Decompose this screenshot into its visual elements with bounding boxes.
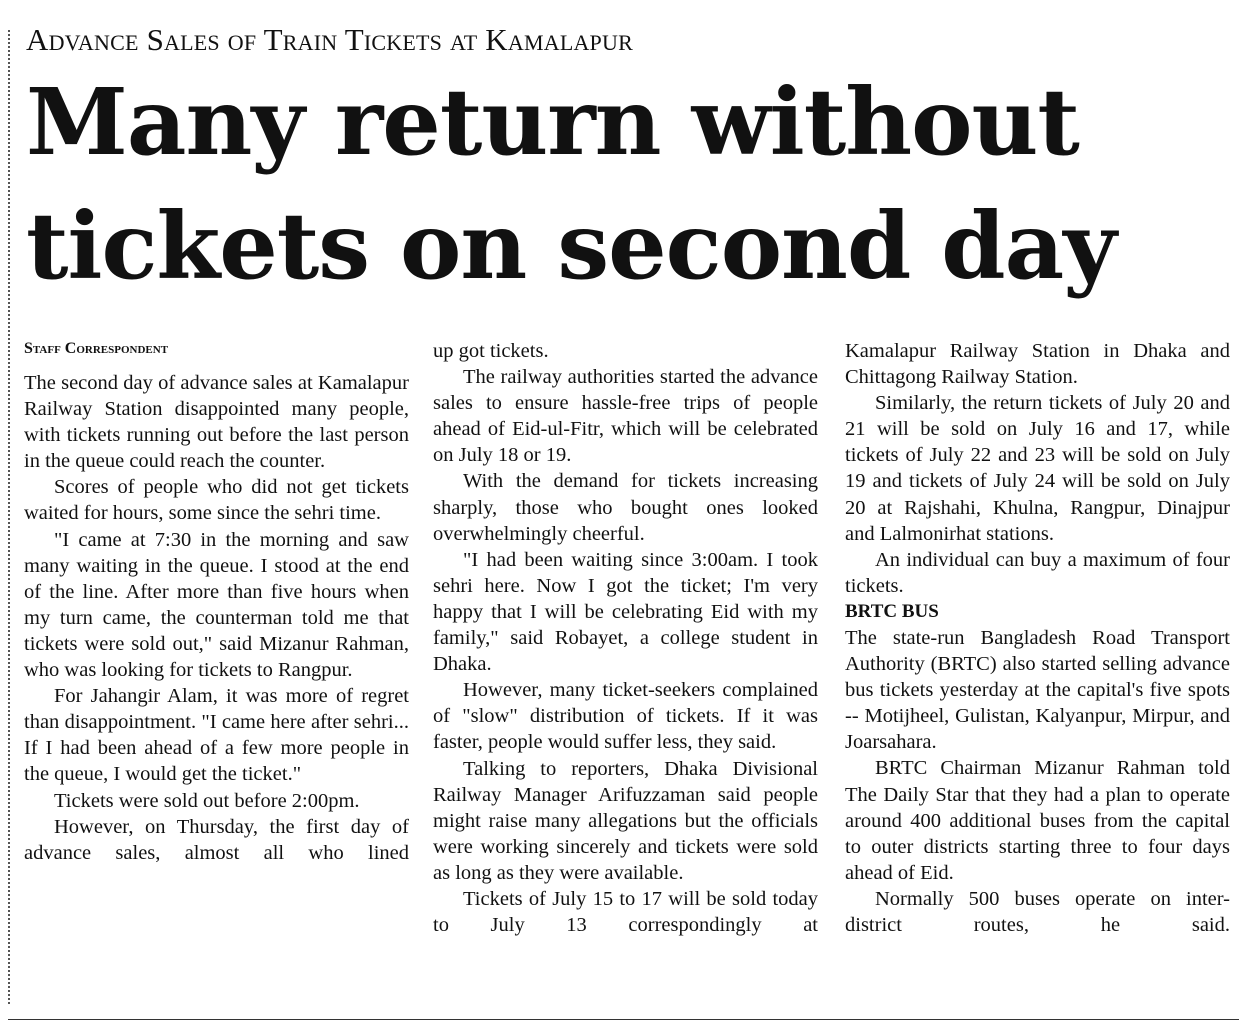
paragraph: up got tickets. — [433, 340, 549, 362]
article-headline: Many return without tickets on second day — [26, 68, 1116, 300]
bottom-rule — [8, 1019, 1239, 1020]
paragraph: Talking to reporters, Dhaka Divisional Railway Manager Arifuzzaman said people might raise many allegations but the officials were working sincerely and tickets were sold as long as they were available. — [433, 757, 818, 884]
article-column-3 — [845, 338, 1230, 938]
paragraph: The second day of advance sales at Kamalapur Railway Station disappointed many people, with tickets running out before the last person in the queue could reach the counter. — [24, 372, 409, 473]
article-kicker: Advance Sales of Train Tickets at Kamalapur — [26, 22, 633, 57]
dotted-column-rule — [8, 30, 10, 1004]
paragraph: The state-run Bangladesh Road Transport Authority (BRTC) also started selling advance bus tickets yesterday at the capital's five spots -- Motijheel, Gulistan, Kalyanpur, Mirpur, and Joarsahara. — [845, 626, 1230, 754]
paragraph: "I had been waiting since 3:00am. I took sehri here. Now I got the ticket; I'm very happy that I will be celebrating Eid with my family," said Robayet, a college student in Dhaka. — [433, 548, 818, 676]
paragraph: "I came at 7:30 in the morning and saw many waiting in the queue. I stood at the end of the line. After more than five hours when my turn came, the counterman told me that tickets were sold out," said Mizanur Rahman, who was looking for tickets to Rangpur. — [24, 528, 409, 682]
paragraph: For Jahangir Alam, it was more of regret than disappointment. "I came here after sehri... If I had been ahead of a few more people in the queue, I would get the ticket." — [24, 685, 409, 786]
article-column-1 — [24, 338, 409, 866]
paragraph: An individual can buy a maximum of four tickets. — [845, 548, 1230, 597]
paragraph: With the demand for tickets increasing sharply, those who bought ones looked overwhelmingly cheerful. — [433, 470, 818, 545]
paragraph: The railway authorities started the advance sales to ensure hassle-free trips of people ahead of Eid-ul-Fitr, which will be celebrated on July 18 or 19. — [433, 366, 818, 467]
paragraph: Kamalapur Railway Station in Dhaka and Chittagong Railway Station. — [845, 340, 1230, 389]
paragraph: Tickets were sold out before 2:00pm. — [54, 789, 360, 812]
paragraph: However, many ticket-seekers complained of "slow" distribution of tickets. If it was faster, people would suffer less, they said. — [433, 679, 818, 754]
paragraph: Similarly, the return tickets of July 20 and 21 will be sold on July 16 and 17, while tickets of July 22 and 23 will be sold on July 19 and tickets of July 24 will be sold on July 20 at Rajshahi, Khulna, Rangpur, Dinajpur and Lalmonirhat stations. — [845, 392, 1230, 545]
article-column-2 — [433, 338, 818, 938]
byline: Staff Correspondent — [24, 340, 169, 357]
paragraph: Scores of people who did not get tickets waited for hours, some since the sehri time. — [24, 476, 409, 525]
paragraph: Tickets of July 15 to 17 will be sold today to July 13 correspondingly at — [433, 887, 818, 937]
paragraph: BRTC Chairman Mizanur Rahman told The Daily Star that they had a plan to operate around 400 additional buses from the capital to outer districts starting three to four days ahead of Eid. — [845, 757, 1230, 884]
paragraph: However, on Thursday, the first day of advance sales, almost all who lined — [24, 815, 409, 864]
paragraph: Normally 500 buses operate on inter-district routes, he said. — [845, 887, 1230, 936]
section-subhead: BRTC BUS — [845, 600, 939, 622]
